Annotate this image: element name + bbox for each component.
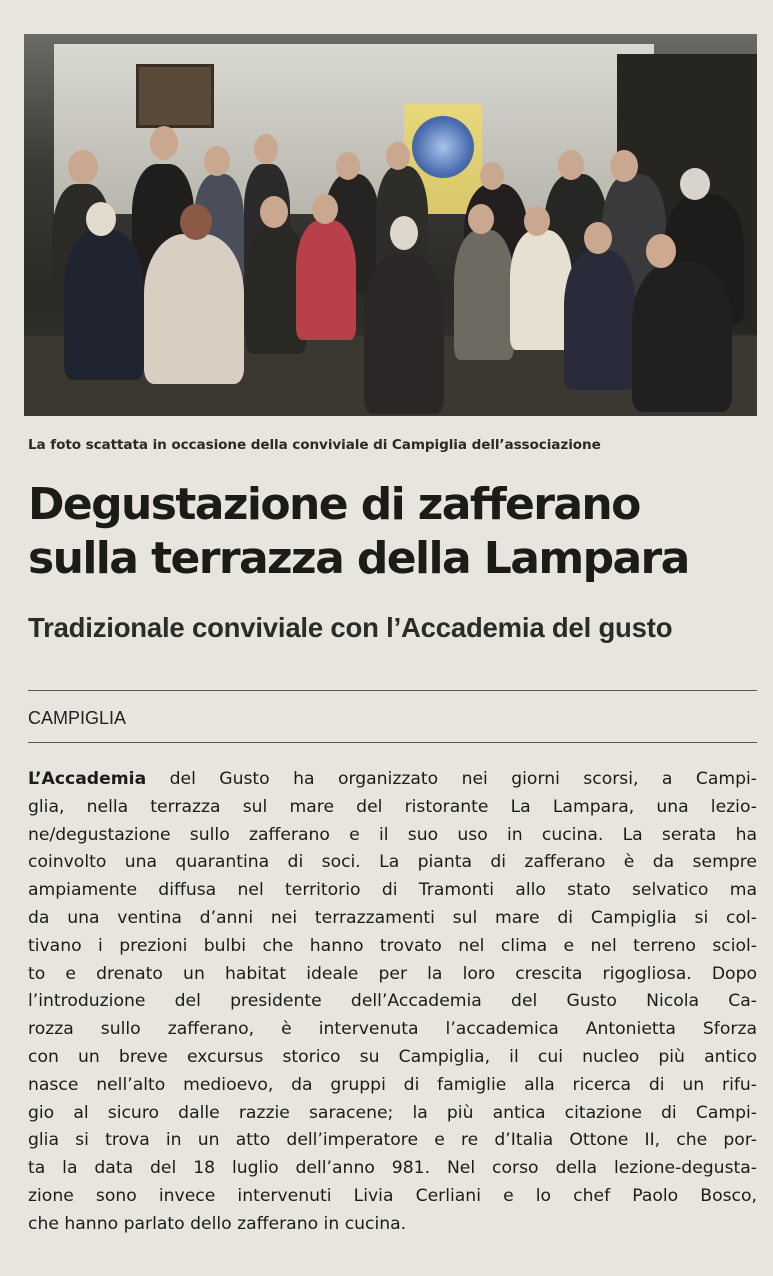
body-line: nasce nell’alto medioevo, da gruppi di famiglie alla ricerca di un rifu-: [28, 1074, 757, 1095]
person-head: [312, 194, 338, 224]
divider-bottom: [28, 742, 757, 743]
group-photo: [24, 34, 757, 416]
headline-line-1: Degustazione di zafferano: [28, 479, 640, 530]
body-line: coinvolto una quarantina di soci. La pianta di zafferano è da sempre: [28, 852, 757, 873]
body-line: ampiamente diffusa nel territorio di Tramonti allo stato selvatico ma: [28, 880, 757, 901]
body-line: da una ventina d’anni nei terrazzamenti sul mare di Campiglia si col-: [28, 907, 757, 928]
body-line: to e drenato un habitat ideale per la loro crescita rigogliosa. Dopo: [28, 963, 757, 984]
association-seal-icon: [412, 116, 474, 178]
headline: [28, 478, 761, 586]
person: [296, 220, 356, 340]
body-first-line-rest: del Gusto ha organizzato nei giorni scorsi, a Campi-: [146, 769, 757, 789]
person-head: [584, 222, 612, 254]
person-head: [336, 152, 360, 180]
body-line: glia, nella terrazza sul mare del ristorante La Lampara, una lezio-: [28, 796, 757, 817]
person: [454, 230, 514, 360]
person-head: [558, 150, 584, 180]
person: [632, 262, 732, 412]
person-head: [260, 196, 288, 228]
person-head: [180, 204, 212, 240]
person: [64, 230, 144, 380]
body-line: ne/degustazione sullo zafferano e il suo uso in cucina. La serata ha: [28, 824, 757, 845]
body-line: glia si trova in un atto dell’imperatore e re d’Italia Ottone II, che por-: [28, 1130, 757, 1151]
person: [510, 230, 572, 350]
person-head: [68, 150, 98, 184]
body-line: ta la data del 18 luglio dell’anno 981. Nel corso della lezione-degusta-: [28, 1158, 757, 1179]
person-head: [468, 204, 494, 234]
person-head: [646, 234, 676, 268]
person: [364, 254, 444, 414]
headline-line-2: sulla terrazza della Lampara: [28, 533, 689, 584]
body-line: con un breve excursus storico su Campiglia, il cui nucleo più antico: [28, 1046, 757, 1067]
person-head: [86, 202, 116, 236]
person-head: [390, 216, 418, 250]
body-line: che hanno parlato dello zafferano in cucina.: [28, 1213, 407, 1234]
person-head: [524, 206, 550, 236]
body-line: [28, 766, 757, 794]
body-line: l’introduzione del presidente dell’Accademia del Gusto Nicola Ca-: [28, 991, 757, 1012]
body-lead: L’Accademia: [28, 769, 147, 789]
body-line: tivano i prezioni bulbi che hanno trovato nel clima e nel terreno sciol-: [28, 935, 757, 956]
dateline-location: CAMPIGLIA: [28, 708, 127, 728]
person: [144, 234, 244, 384]
article-body: [28, 766, 757, 1239]
person: [564, 250, 636, 390]
person-head: [254, 134, 278, 164]
photo-window: [136, 64, 214, 128]
person-head: [386, 142, 410, 170]
person-head: [204, 146, 230, 176]
subheadline: Tradizionale conviviale con l’Accademia del gusto: [28, 612, 673, 643]
divider-top: [28, 690, 757, 691]
photo-caption: La foto scattata in occasione della conviviale di Campiglia dell’associazione: [28, 437, 601, 453]
person-head: [480, 162, 504, 190]
person-head: [680, 168, 710, 200]
body-line: rozza sullo zafferano, è intervenuta l’accademica Antonietta Sforza: [28, 1019, 757, 1040]
person-head: [610, 150, 638, 182]
body-line: zione sono invece intervenuti Livia Cerliani e lo chef Paolo Bosco,: [28, 1185, 757, 1206]
body-line: gio al sicuro dalle razzie saracene; la più antica citazione di Campi-: [28, 1102, 757, 1123]
person-head: [150, 126, 178, 160]
